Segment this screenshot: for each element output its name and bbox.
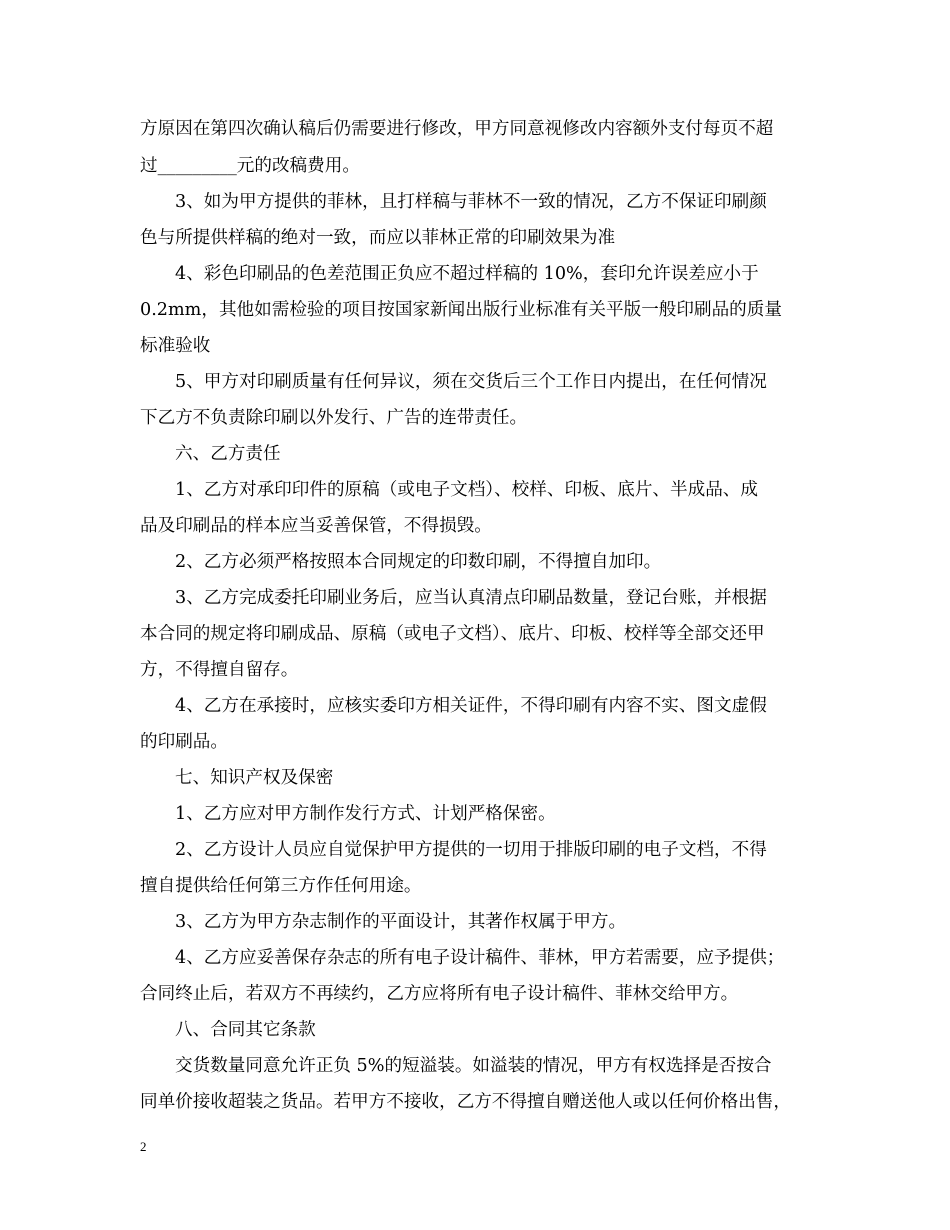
text-line: 4、乙方在承接时，应核实委印方相关证件，不得印刷有内容不实、图文虚假 <box>175 696 767 716</box>
section-heading: 六、乙方责任 <box>175 444 281 464</box>
text-line: 1、乙方应对甲方制作发行方式、计划严格保密。 <box>175 804 556 824</box>
text-line: 2、乙方必须严格按照本合同规定的印数印刷，不得擅自加印。 <box>175 552 662 572</box>
text-line: 2、乙方设计人员应自觉保护甲方提供的一切用于排版印刷的电子文档，不得 <box>175 840 767 860</box>
text-line: 合同终止后，若双方不再续约，乙方应将所有电子设计稿件、菲林交给甲方。 <box>140 984 739 1004</box>
text-line: 同单价接收超装之货品。若甲方不接收，乙方不得擅自赠送他人或以任何价格出售， <box>140 1092 791 1112</box>
text-line: 擅自提供给任何第三方作任何用途。 <box>140 876 422 896</box>
text-line: 4、彩色印刷品的色差范围正负应不超过样稿的 10%，套印允许误差应小于 <box>175 264 759 284</box>
page-number: 2 <box>140 1139 147 1154</box>
text-line: 3、如为甲方提供的菲林，且打样稿与菲林不一致的情况，乙方不保证印刷颜 <box>175 192 767 212</box>
text-line: 3、乙方完成委托印刷业务后，应当认真清点印刷品数量，登记台账，并根据 <box>175 588 767 608</box>
text-line: 色与所提供样稿的绝对一致，而应以菲林正常的印刷效果为准 <box>140 228 616 248</box>
text-line: 品及印刷品的样本应当妥善保管，不得损毁。 <box>140 516 492 536</box>
text-line: 1、乙方对承印印件的原稿（或电子文档）、校样、印板、底片、半成品、成 <box>175 480 758 500</box>
section-heading: 八、合同其它条款 <box>175 1020 316 1040</box>
text-line: 下乙方不负责除印刷以外发行、广告的连带责任。 <box>140 408 528 428</box>
text-line: 4、乙方应妥善保存杂志的所有电子设计稿件、菲林，甲方若需要，应予提供； <box>175 948 785 968</box>
text-line: 3、乙方为甲方杂志制作的平面设计，其著作权属于甲方。 <box>175 912 627 932</box>
text-line: 本合同的规定将印刷成品、原稿（或电子文档）、底片、印板、校样等全部交还甲 <box>140 624 765 644</box>
section-heading: 七、知识产权及保密 <box>175 768 334 788</box>
text-line: 0.2mm，其他如需检验的项目按国家新闻出版行业标准有关平版一般印刷品的质量 <box>140 300 782 320</box>
text-line: 的印刷品。 <box>140 732 228 752</box>
text-line: 5、甲方对印刷质量有任何异议，须在交货后三个工作日内提出，在任何情况 <box>175 372 767 392</box>
text-line: 方原因在第四次确认稿后仍需要进行修改，甲方同意视修改内容额外支付每页不超 <box>140 119 774 139</box>
text-line: 标准验收 <box>140 336 211 356</box>
text-line: 过_________元的改稿费用。 <box>140 156 360 176</box>
text-line: 方，不得擅自留存。 <box>140 660 299 680</box>
text-line: 交货数量同意允许正负 5%的短溢装。如溢装的情况，甲方有权选择是否按合 <box>175 1056 772 1076</box>
